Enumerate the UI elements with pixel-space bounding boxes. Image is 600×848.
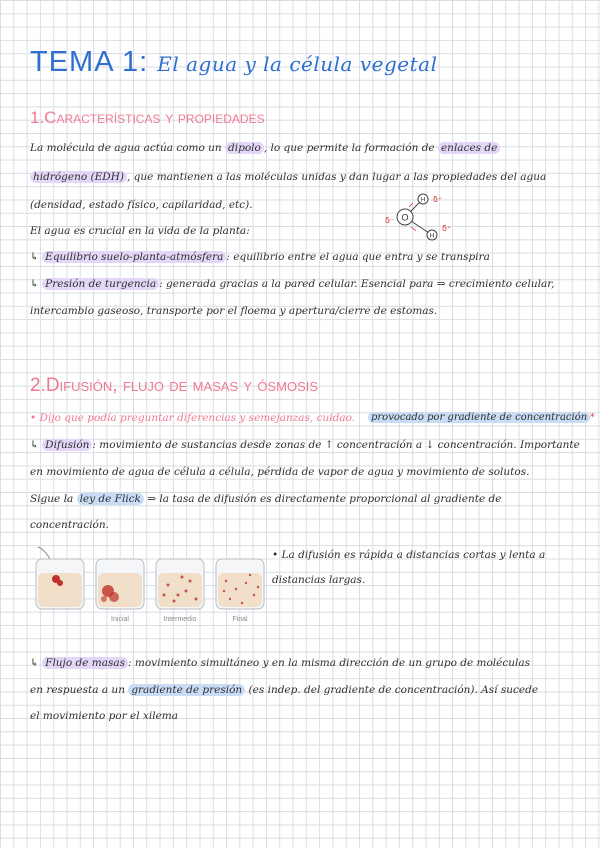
gradient-tag bbox=[368, 411, 595, 425]
hydrogen-label-top: H bbox=[420, 196, 426, 204]
diffusion-beakers-illustration bbox=[30, 545, 266, 627]
highlight-turgencia: Presión de turgencia bbox=[42, 278, 159, 290]
s2-flujo-line-2: en respuesta a un gradiente de presión (es indep. del gradiente de concentración). Así sucede bbox=[30, 684, 539, 696]
highlight-gradiente-presion: gradiente de presión bbox=[128, 684, 245, 696]
s1-line-1: La molécula de agua actúa como un dipolo , lo que permite la formación de enlaces de bbox=[30, 141, 500, 155]
highlight-ley-flick: ley de Flick bbox=[77, 493, 144, 505]
highlight-gradiente-concentracion: provocado por gradiente de concentración bbox=[368, 412, 590, 423]
s1-line-3: (densidad, estado físico, capilaridad, etc). bbox=[30, 199, 253, 211]
s2-flujo-line-3: el movimiento por el xilema bbox=[30, 710, 179, 722]
s1-bullet-equilibrio: ↳ Equilibrio suelo-planta-atmósfera : equilibrio entre el agua que entra y se transpira bbox=[30, 251, 490, 263]
s1-line-turgencia-cont: intercambio gaseoso, transporte por el floema y apertura/cierre de estomas. bbox=[30, 305, 438, 317]
hydrogen-label-bottom: H bbox=[429, 232, 435, 240]
water-molecule-diagram bbox=[383, 189, 463, 245]
s1-bullet-turgencia: ↳ Presión de turgencia : generada gracias a la pared celular. Esencial para ⇒ crecimiento celular, bbox=[30, 278, 555, 290]
s2-difusion-line-4: concentración. bbox=[30, 519, 109, 531]
s2-difusion-line-2: en movimiento de agua de célula a célula, pérdida de vapor de agua y movimiento de solutos. bbox=[30, 466, 530, 478]
title-subtitle: El agua y la célula vegetal bbox=[157, 52, 438, 76]
side-note-line-2: distancias largas. bbox=[272, 574, 366, 586]
page-title bbox=[30, 46, 437, 79]
red-mark: * bbox=[590, 413, 595, 423]
highlight-equilibrio: Equilibrio suelo-planta-atmósfera bbox=[42, 251, 226, 263]
beaker-label-final: Final bbox=[232, 616, 248, 623]
title-number: TEMA 1: bbox=[30, 46, 149, 78]
s2-difusion-line-1: ↳ Difusión : movimiento de sustancias desde zonas de ↑ concentración a ↓ concentración. Importante bbox=[30, 439, 580, 451]
delta-minus-label: δ⁻ bbox=[385, 216, 395, 225]
exam-note: • Dijo que podía preguntar diferencias y semejanzas, cuidao. bbox=[30, 412, 356, 424]
section-1-heading: 1.Características y propiedades bbox=[30, 108, 265, 127]
oxygen-label: O bbox=[401, 212, 409, 223]
s1-line-4: El agua es crucial en la vida de la planta: bbox=[30, 225, 250, 237]
delta-plus-label-top: δ⁺ bbox=[433, 195, 443, 204]
section-2-heading: 2.Difusión, flujo de masas y ósmosis bbox=[30, 375, 319, 396]
s2-flujo-line-1: ↳ Flujo de masas : movimiento simultáneo y en la misma dirección de un grupo de moléculas bbox=[30, 657, 531, 669]
highlight-difusion: Difusión bbox=[42, 439, 92, 451]
beaker-label-intermedio: Intermedio bbox=[163, 616, 197, 623]
highlight-flujo-masas: Flujo de masas bbox=[42, 657, 128, 669]
highlight-enlaces: enlaces de bbox=[438, 142, 500, 154]
highlight-hidrogeno: hidrógeno (EDH) bbox=[30, 171, 127, 183]
highlight-dipolo: dipolo bbox=[225, 142, 264, 154]
delta-plus-label-bottom: δ⁺ bbox=[442, 224, 452, 233]
s1-line-2: hidrógeno (EDH) , que mantienen a las moléculas unidas y dan lugar a las propiedades del agua bbox=[30, 170, 546, 184]
s2-difusion-line-3: Sigue la ley de Flick ⇒ la tasa de difusión es directamente proporcional al gradiente de bbox=[30, 493, 502, 505]
beaker-label-inicial: Inicial bbox=[111, 616, 129, 623]
side-note-line-1: • La difusión es rápida a distancias cortas y lenta a bbox=[272, 549, 546, 561]
